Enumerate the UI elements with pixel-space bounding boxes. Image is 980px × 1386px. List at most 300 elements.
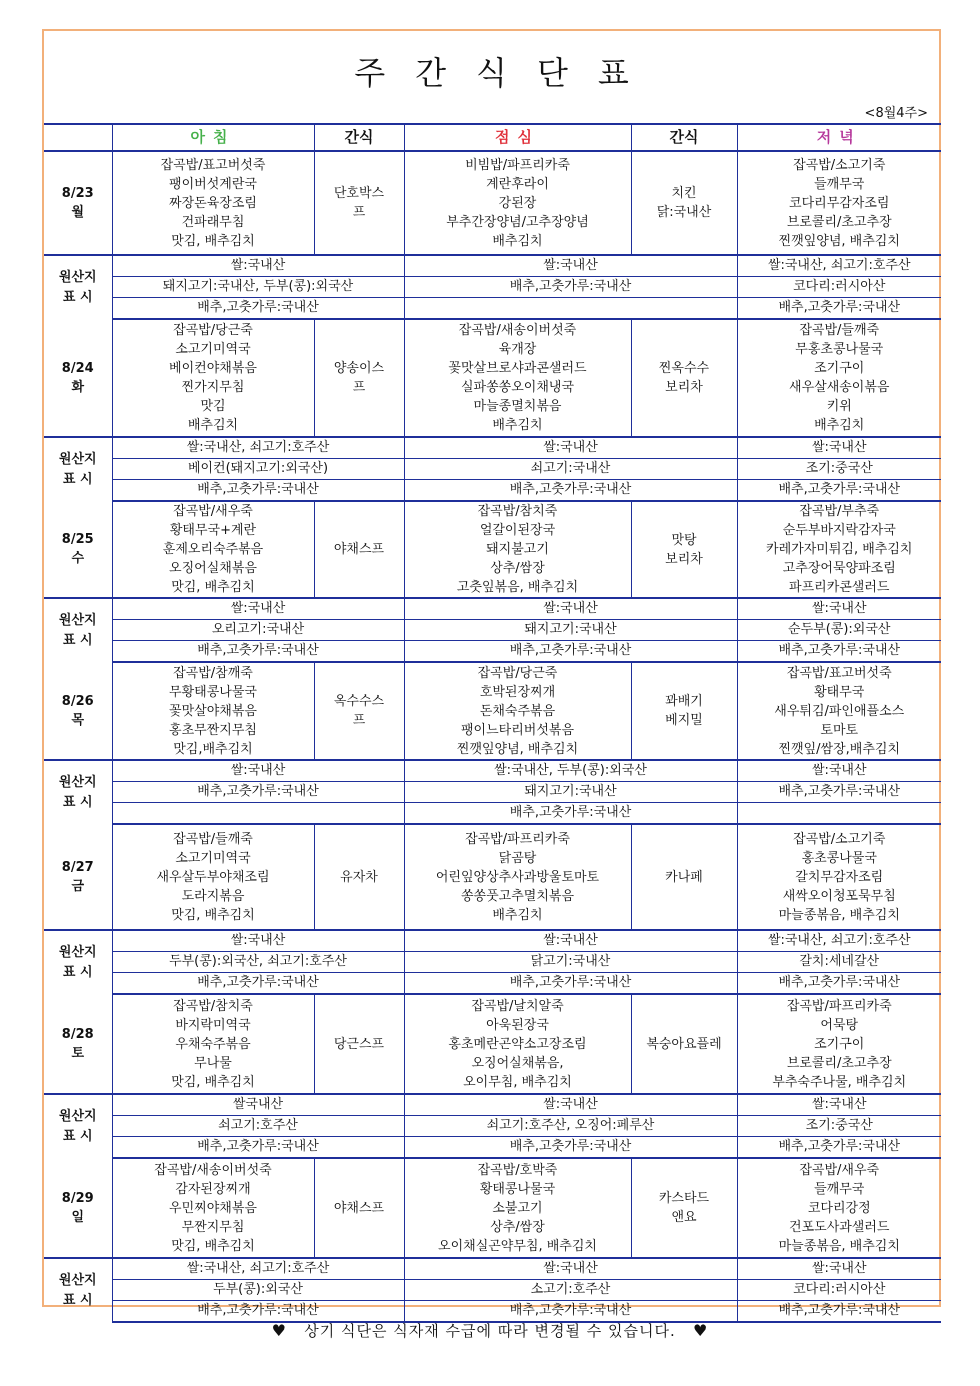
snack2-cell-line: 꽈배기 — [665, 694, 703, 709]
origin-dinner-line: 순두부(콩):외국산 — [788, 622, 891, 637]
origin-lunch-line: 배추,고춧가루:국내산 — [509, 805, 632, 820]
origin-lunch-line: 배추,고춧가루:국내산 — [509, 482, 632, 497]
lunch-cell-line: 비빔밥/파프리카죽 — [465, 157, 570, 173]
breakfast-cell-line: 맛김, 배추김치 — [171, 233, 255, 249]
origin-label-line: 원산지 — [58, 944, 97, 960]
day-date — [44, 994, 112, 1094]
origin-dinner — [737, 277, 941, 298]
snack2-cell — [631, 319, 737, 437]
origin-dinner — [737, 952, 941, 973]
origin-lunch — [404, 255, 737, 277]
origin-row — [44, 255, 941, 277]
origin-breakfast — [112, 803, 404, 825]
breakfast-cell-line: 베이컨야채볶음 — [169, 361, 257, 376]
origin-lunch — [404, 480, 737, 502]
origin-breakfast — [112, 598, 404, 620]
day-date-line: 목 — [71, 712, 85, 728]
snack2-cell — [631, 501, 737, 598]
origin-dinner-line: 배추,고춧가루:국내산 — [778, 643, 901, 658]
snack2-cell-line: 보리차 — [665, 551, 703, 567]
snack1-cell — [314, 994, 404, 1094]
dinner-cell-line: 브로콜리/초고추장 — [786, 1055, 892, 1071]
origin-breakfast — [112, 1094, 404, 1116]
dinner-cell-line: 잡곡밥/새우죽 — [799, 1162, 880, 1178]
origin-lunch — [404, 782, 737, 803]
lunch-cell-line: 배추김치 — [492, 907, 543, 923]
breakfast-cell-line: 소고기미역국 — [175, 342, 251, 357]
dinner-cell-line: 어묵탕 — [820, 1017, 859, 1033]
dinner-cell-line: 잡곡밥/소고기죽 — [793, 157, 886, 173]
breakfast-cell-line: 잡곡밥/새우죽 — [173, 504, 253, 519]
origin-lunch — [404, 1137, 737, 1159]
origin-lunch-line: 배추,고춧가루:국내산 — [509, 643, 632, 658]
origin-breakfast-line: 두부(콩):외국산 — [213, 1282, 303, 1297]
origin-lunch-line: 쇠고기:호주산, 오징어:페루산 — [486, 1118, 655, 1133]
origin-dinner-line: 배추,고춧가루:국내산 — [778, 482, 901, 497]
origin-label — [44, 930, 112, 994]
origin-dinner — [737, 803, 941, 825]
origin-breakfast — [112, 298, 404, 320]
lunch-cell-line: 잡곡밥/당근죽 — [477, 665, 558, 681]
snack2-cell — [631, 662, 737, 760]
origin-dinner — [737, 1301, 941, 1323]
origin-breakfast-line: 배추,고춧가루:국내산 — [197, 1303, 319, 1318]
lunch-cell — [404, 994, 631, 1094]
origin-breakfast-line: 배추,고춧가루:국내산 — [197, 1139, 319, 1154]
origin-label-line: 원산지 — [58, 612, 97, 628]
origin-dinner — [737, 1280, 941, 1301]
breakfast-cell-line: 맛김, 배추김치 — [171, 907, 255, 923]
origin-dinner — [737, 480, 941, 502]
origin-row — [44, 620, 941, 641]
breakfast-cell-line: 맛김 — [200, 399, 226, 414]
origin-dinner — [737, 298, 941, 320]
lunch-cell — [404, 151, 631, 255]
lunch-cell — [404, 1158, 631, 1258]
origin-breakfast-line: 베이컨(돼지고기:외국산) — [187, 461, 329, 476]
day-date-line: 8/24 — [61, 360, 94, 376]
day-date-line: 8/27 — [61, 859, 94, 875]
origin-row — [44, 298, 941, 320]
snack2-cell-line: 앤요 — [671, 1210, 697, 1225]
dinner-cell-line: 카레가자미튀김, 배추김치 — [766, 542, 913, 557]
snack1-cell — [314, 662, 404, 760]
day-date — [44, 1158, 112, 1258]
origin-lunch — [404, 930, 737, 952]
lunch-cell — [404, 501, 631, 598]
lunch-cell-line: 어린잎양상추사과방울토마토 — [435, 869, 600, 885]
dinner-cell-line: 키위 — [826, 399, 852, 414]
origin-dinner — [737, 1137, 941, 1159]
day-date-line: 일 — [71, 1209, 85, 1225]
origin-lunch — [404, 760, 737, 782]
origin-row — [44, 277, 941, 298]
origin-dinner-line: 배추,고춧가루:국내산 — [778, 1139, 901, 1154]
origin-breakfast — [112, 255, 404, 277]
breakfast-cell-line: 새우살두부야채조림 — [156, 869, 270, 885]
day-date-line: 8/25 — [61, 532, 94, 547]
dinner-cell-line: 새싹오이청포묵무침 — [782, 888, 896, 904]
breakfast-cell-line: 팽이버섯계란국 — [169, 176, 257, 192]
origin-dinner — [737, 1258, 941, 1280]
origin-dinner — [737, 620, 941, 641]
page-title: 주간식단표 — [354, 54, 659, 92]
origin-lunch-line: 돼지고기:국내산 — [524, 622, 617, 637]
origin-breakfast — [112, 1280, 404, 1301]
lunch-cell — [404, 319, 631, 437]
origin-breakfast — [112, 930, 404, 952]
snack2-cell — [631, 151, 737, 255]
snack1-cell — [314, 1158, 404, 1258]
origin-breakfast-line: 쌀국내산 — [232, 1097, 284, 1112]
origin-dinner — [737, 930, 941, 952]
origin-row — [44, 1094, 941, 1116]
origin-lunch — [404, 1301, 737, 1323]
snack1-cell-line: 야채스프 — [333, 542, 385, 557]
dinner-cell-line: 잡곡밥/들깨죽 — [799, 323, 880, 338]
origin-row — [44, 1258, 941, 1280]
origin-lunch-line: 쌀:국내산 — [543, 933, 598, 948]
lunch-cell-line: 잡곡밥/날치알죽 — [471, 998, 564, 1014]
heart-icon: ♥ — [271, 1321, 287, 1340]
day-date-line: 금 — [71, 878, 85, 894]
origin-row — [44, 782, 941, 803]
origin-label-line: 표 시 — [62, 1128, 93, 1144]
origin-lunch — [404, 298, 737, 320]
dinner-cell-line: 찐깻잎/쌈장,배추김치 — [778, 741, 901, 757]
lunch-cell-line: 닭곰탕 — [498, 850, 537, 866]
breakfast-cell-line: 우채숙주볶음 — [175, 1036, 251, 1052]
origin-lunch — [404, 459, 737, 480]
lunch-cell-line: 실파쏭쏭오이채냉국 — [460, 380, 575, 395]
origin-label-line: 원산지 — [58, 1108, 97, 1124]
origin-dinner-line: 배추,고춧가루:국내산 — [778, 975, 901, 990]
origin-breakfast-line: 쌀:국내산 — [230, 933, 286, 948]
lunch-cell-line: 상추/쌈장 — [490, 561, 545, 576]
origin-dinner-line: 코다리:러시아산 — [793, 279, 886, 294]
snack1-cell-line: 옥수수스 — [333, 694, 385, 709]
breakfast-cell-line: 잡곡밥/표고버섯죽 — [160, 157, 266, 173]
breakfast-cell-line: 배추김치 — [187, 418, 239, 433]
origin-lunch — [404, 641, 737, 663]
day-date-line: 8/29 — [61, 1190, 94, 1206]
lunch-cell-line: 아욱된장국 — [486, 1017, 549, 1033]
breakfast-cell — [112, 319, 314, 437]
origin-dinner-line: 쌀:국내산 — [811, 1097, 867, 1112]
lunch-cell-line: 잡곡밥/파프리카죽 — [465, 831, 570, 847]
lunch-cell-line: 소불고기 — [492, 1200, 543, 1216]
origin-breakfast — [112, 973, 404, 995]
lunch-cell-line: 꽃맛살브로샤과콘샐러드 — [448, 361, 587, 376]
lunch-cell — [404, 824, 631, 930]
origin-dinner-line: 배추,고춧가루:국내산 — [778, 1303, 901, 1318]
origin-breakfast — [112, 782, 404, 803]
lunch-cell-line: 돈채숙주볶음 — [479, 703, 556, 719]
origin-breakfast — [112, 620, 404, 641]
breakfast-cell — [112, 662, 314, 760]
header-snack-2: 간식 — [631, 124, 737, 151]
lunch-cell-line: 쏭쏭풋고추멸치볶음 — [460, 888, 575, 904]
dinner-cell-line: 잡곡밥/부추죽 — [799, 504, 880, 519]
snack1-cell-line: 당근스프 — [333, 1036, 385, 1052]
breakfast-cell — [112, 994, 314, 1094]
dinner-cell-line: 코다리무감자조림 — [789, 195, 890, 211]
origin-lunch-line: 배추,고춧가루:국내산 — [509, 975, 632, 990]
day-date — [44, 151, 112, 255]
origin-breakfast — [112, 1301, 404, 1323]
dinner-cell-line: 홍초콩나물국 — [801, 850, 877, 866]
day-date-line: 월 — [71, 205, 85, 220]
lunch-cell-line: 육개장 — [498, 342, 537, 357]
breakfast-cell — [112, 501, 314, 598]
lunch-cell-line: 계란후라이 — [486, 176, 549, 192]
origin-label-line: 표 시 — [62, 471, 93, 487]
snack1-cell — [314, 824, 404, 930]
origin-row — [44, 1301, 941, 1323]
snack2-cell — [631, 994, 737, 1094]
header-snack-1: 간식 — [314, 124, 404, 151]
breakfast-cell-line: 찐가지무침 — [181, 380, 245, 395]
snack1-cell — [314, 501, 404, 598]
dinner-cell-line: 파프리카콘샐러드 — [789, 580, 890, 595]
breakfast-cell-line: 잡곡밥/새송이버섯죽 — [154, 1162, 272, 1178]
origin-dinner — [737, 255, 941, 277]
dinner-cell-line: 새우살새송이볶음 — [789, 380, 890, 395]
snack2-cell — [631, 824, 737, 930]
lunch-cell-line: 배추김치 — [492, 418, 543, 433]
snack2-cell-line: 보리차 — [665, 380, 703, 395]
dinner-cell-line: 부추숙주나물, 배추김치 — [772, 1074, 907, 1090]
origin-breakfast-line: 두부(콩):외국산, 쇠고기:호주산 — [169, 954, 347, 969]
breakfast-cell-line: 감자된장찌개 — [175, 1181, 251, 1197]
origin-label — [44, 598, 112, 662]
origin-label-line: 원산지 — [58, 1272, 97, 1288]
origin-breakfast-line: 돼지고기:국내산, 두부(콩):외국산 — [162, 279, 354, 294]
origin-breakfast — [112, 952, 404, 973]
origin-row — [44, 973, 941, 995]
origin-lunch-line: 쌀:국내산 — [543, 1261, 598, 1276]
lunch-cell-line: 황태콩나물국 — [479, 1181, 556, 1197]
day-date-line: 화 — [71, 379, 85, 395]
dinner-cell-line: 코다리강정 — [807, 1200, 871, 1216]
origin-dinner-line: 쌀:국내산 — [811, 1261, 867, 1276]
dinner-cell-line: 마늘종볶음, 배추김치 — [778, 907, 900, 923]
dinner-cell-line: 잡곡밥/표고버섯죽 — [786, 665, 892, 681]
origin-breakfast — [112, 1258, 404, 1280]
origin-breakfast-line: 쇠고기:호주산 — [218, 1118, 298, 1133]
breakfast-cell-line: 맛김, 배추김치 — [171, 1074, 255, 1090]
footer-note — [0, 1320, 980, 1341]
lunch-cell — [404, 662, 631, 760]
origin-dinner — [737, 973, 941, 995]
origin-lunch — [404, 952, 737, 973]
origin-row — [44, 480, 941, 502]
origin-row — [44, 803, 941, 825]
origin-label — [44, 255, 112, 319]
origin-lunch-line: 쌀:국내산 — [543, 1097, 598, 1112]
origin-breakfast — [112, 1137, 404, 1159]
origin-dinner — [737, 459, 941, 480]
day-menu-row — [44, 501, 941, 598]
origin-row — [44, 1116, 941, 1137]
breakfast-cell-line: 소고기미역국 — [175, 850, 251, 866]
origin-dinner-line: 코다리:러시아산 — [793, 1282, 886, 1297]
dinner-cell — [737, 824, 941, 930]
origin-dinner — [737, 641, 941, 663]
breakfast-cell-line: 잡곡밥/참치죽 — [173, 998, 253, 1014]
day-menu-row — [44, 824, 941, 930]
dinner-cell — [737, 151, 941, 255]
lunch-cell-line: 얼갈이된장국 — [479, 523, 556, 538]
lunch-cell-line: 마늘종멸치볶음 — [473, 399, 562, 414]
day-date-line: 8/28 — [61, 1026, 94, 1042]
origin-lunch — [404, 437, 737, 459]
origin-dinner-line: 배추,고춧가루:국내산 — [778, 300, 901, 315]
lunch-cell-line: 호박된장찌개 — [479, 684, 556, 700]
day-date-line: 8/23 — [61, 186, 94, 201]
dinner-cell-line: 들깨무국 — [814, 1181, 865, 1197]
dinner-cell-line: 토마토 — [820, 722, 859, 738]
origin-dinner-line: 조기:중국산 — [805, 1118, 873, 1133]
origin-row — [44, 1137, 941, 1159]
origin-breakfast-line: 쌀:국내산, 쇠고기:호주산 — [186, 440, 330, 455]
lunch-cell-line: 오이채실곤약무침, 배추김치 — [438, 1238, 597, 1254]
dinner-cell-line: 마늘종볶음, 배추김치 — [778, 1238, 900, 1254]
origin-row — [44, 760, 941, 782]
dinner-cell-line: 건포도사과샐러드 — [789, 1219, 890, 1235]
origin-label-line: 표 시 — [62, 1292, 93, 1308]
week-label: <8월4주> — [864, 106, 928, 121]
day-menu-row — [44, 1158, 941, 1258]
breakfast-cell-line: 건파래무침 — [181, 214, 245, 230]
origin-breakfast-line: 쌀:국내산 — [230, 763, 286, 778]
lunch-cell-line: 홍초메란곤약소고장조림 — [448, 1036, 587, 1052]
origin-dinner-line: 쌀:국내산 — [811, 763, 867, 778]
snack2-cell-line: 카나페 — [665, 869, 703, 885]
dinner-cell — [737, 1158, 941, 1258]
dinner-cell-line: 고추장어묵양파조림 — [782, 561, 896, 576]
origin-label — [44, 437, 112, 501]
breakfast-cell-line: 바지락미역국 — [175, 1017, 251, 1033]
origin-breakfast — [112, 641, 404, 663]
origin-dinner — [737, 598, 941, 620]
breakfast-cell-line: 맛김, 배추김치 — [171, 1238, 255, 1254]
dinner-cell-line: 들깨무국 — [814, 176, 865, 192]
origin-lunch — [404, 1094, 737, 1116]
origin-lunch-line: 쇠고기:국내산 — [530, 461, 611, 476]
origin-dinner — [737, 1116, 941, 1137]
day-menu-row — [44, 319, 941, 437]
lunch-cell-line: 오이무침, 배추김치 — [463, 1074, 572, 1090]
dinner-cell-line: 조기구이 — [814, 361, 865, 376]
dinner-cell-line: 배추김치 — [814, 418, 865, 433]
origin-dinner — [737, 437, 941, 459]
origin-lunch-line: 쌀:국내산, 두부(콩):외국산 — [494, 763, 647, 778]
header-dinner: 저녁 — [737, 124, 941, 151]
snack2-cell-line: 맛탕 — [671, 532, 697, 548]
origin-breakfast-line: 배추,고춧가루:국내산 — [197, 643, 319, 658]
origin-label-line: 원산지 — [58, 451, 97, 467]
origin-label-line: 표 시 — [62, 794, 93, 810]
origin-lunch-line: 쌀:국내산 — [543, 440, 598, 455]
origin-label — [44, 1258, 112, 1322]
origin-label — [44, 1094, 112, 1158]
breakfast-cell-line: 무짠지무침 — [181, 1219, 245, 1235]
origin-lunch-line: 쌀:국내산 — [543, 601, 598, 616]
snack2-cell-line: 치킨 — [671, 186, 697, 201]
dinner-cell-line: 황태무국 — [814, 684, 865, 700]
origin-breakfast-line: 쌀:국내산 — [230, 601, 286, 616]
origin-lunch — [404, 1116, 737, 1137]
dinner-cell — [737, 501, 941, 598]
dinner-cell-line: 새우튀김/파인애플소스 — [774, 703, 905, 719]
origin-breakfast — [112, 277, 404, 298]
origin-breakfast — [112, 1116, 404, 1137]
origin-lunch — [404, 598, 737, 620]
header-blank — [44, 124, 112, 151]
breakfast-cell — [112, 1158, 314, 1258]
origin-label-line: 원산지 — [58, 269, 97, 285]
day-date-line: 토 — [71, 1045, 85, 1061]
header-lunch: 점심 — [404, 124, 631, 151]
origin-dinner-line: 조기:중국산 — [805, 461, 873, 476]
day-date-line: 8/26 — [61, 693, 94, 709]
day-menu-row — [44, 151, 941, 255]
origin-dinner — [737, 1094, 941, 1116]
origin-breakfast — [112, 760, 404, 782]
origin-breakfast — [112, 437, 404, 459]
origin-row — [44, 598, 941, 620]
lunch-cell-line: 부추간장양념/고추장양념 — [446, 214, 589, 230]
lunch-cell-line: 찐깻잎양념, 배추김치 — [456, 741, 579, 757]
origin-breakfast-line: 배추,고춧가루:국내산 — [197, 482, 319, 497]
snack1-cell — [314, 319, 404, 437]
origin-row — [44, 459, 941, 480]
origin-dinner-line: 쌀:국내산, 쇠고기:호주산 — [767, 258, 911, 273]
snack1-cell-line: 양송이스 — [333, 361, 385, 376]
breakfast-cell-line: 홍초무짠지무침 — [169, 722, 257, 738]
menu-body — [44, 151, 941, 1322]
dinner-cell-line: 잡곡밥/소고기죽 — [793, 831, 886, 847]
day-date-line: 수 — [71, 551, 85, 566]
origin-label-line: 표 시 — [62, 289, 93, 305]
breakfast-cell — [112, 151, 314, 255]
snack1-cell-line: 단호박스 — [333, 186, 385, 201]
origin-lunch-line: 배추,고춧가루:국내산 — [509, 1139, 632, 1154]
snack1-cell — [314, 151, 404, 255]
breakfast-cell-line: 잡곡밥/들깨죽 — [173, 831, 253, 847]
lunch-cell-line: 잡곡밥/새송이버섯죽 — [458, 323, 577, 338]
breakfast-cell-line: 맛김,배추김치 — [173, 741, 253, 757]
snack1-cell-line: 야채스프 — [333, 1200, 385, 1216]
origin-dinner-line: 쌀:국내산 — [811, 440, 867, 455]
lunch-cell-line: 오징어실채볶음, — [471, 1055, 564, 1071]
lunch-cell-line: 잡곡밥/호박죽 — [477, 1162, 558, 1178]
dinner-cell — [737, 662, 941, 760]
dinner-cell-line: 찐깻잎양념, 배추김치 — [778, 233, 900, 249]
breakfast-cell-line: 맛김, 배추김치 — [171, 580, 255, 595]
origin-label-line: 원산지 — [58, 774, 97, 790]
origin-lunch — [404, 803, 737, 825]
origin-breakfast — [112, 480, 404, 502]
origin-breakfast-line: 쌀:국내산 — [230, 258, 286, 273]
origin-breakfast-line: 배추,고춧가루:국내산 — [197, 300, 319, 315]
dinner-cell-line: 갈치무감자조림 — [795, 869, 884, 885]
snack1-cell-line: 유자차 — [340, 869, 378, 885]
snack2-cell-line: 찐옥수수 — [658, 361, 710, 376]
origin-dinner-line: 배추,고춧가루:국내산 — [778, 784, 901, 799]
snack2-cell — [631, 1158, 737, 1258]
